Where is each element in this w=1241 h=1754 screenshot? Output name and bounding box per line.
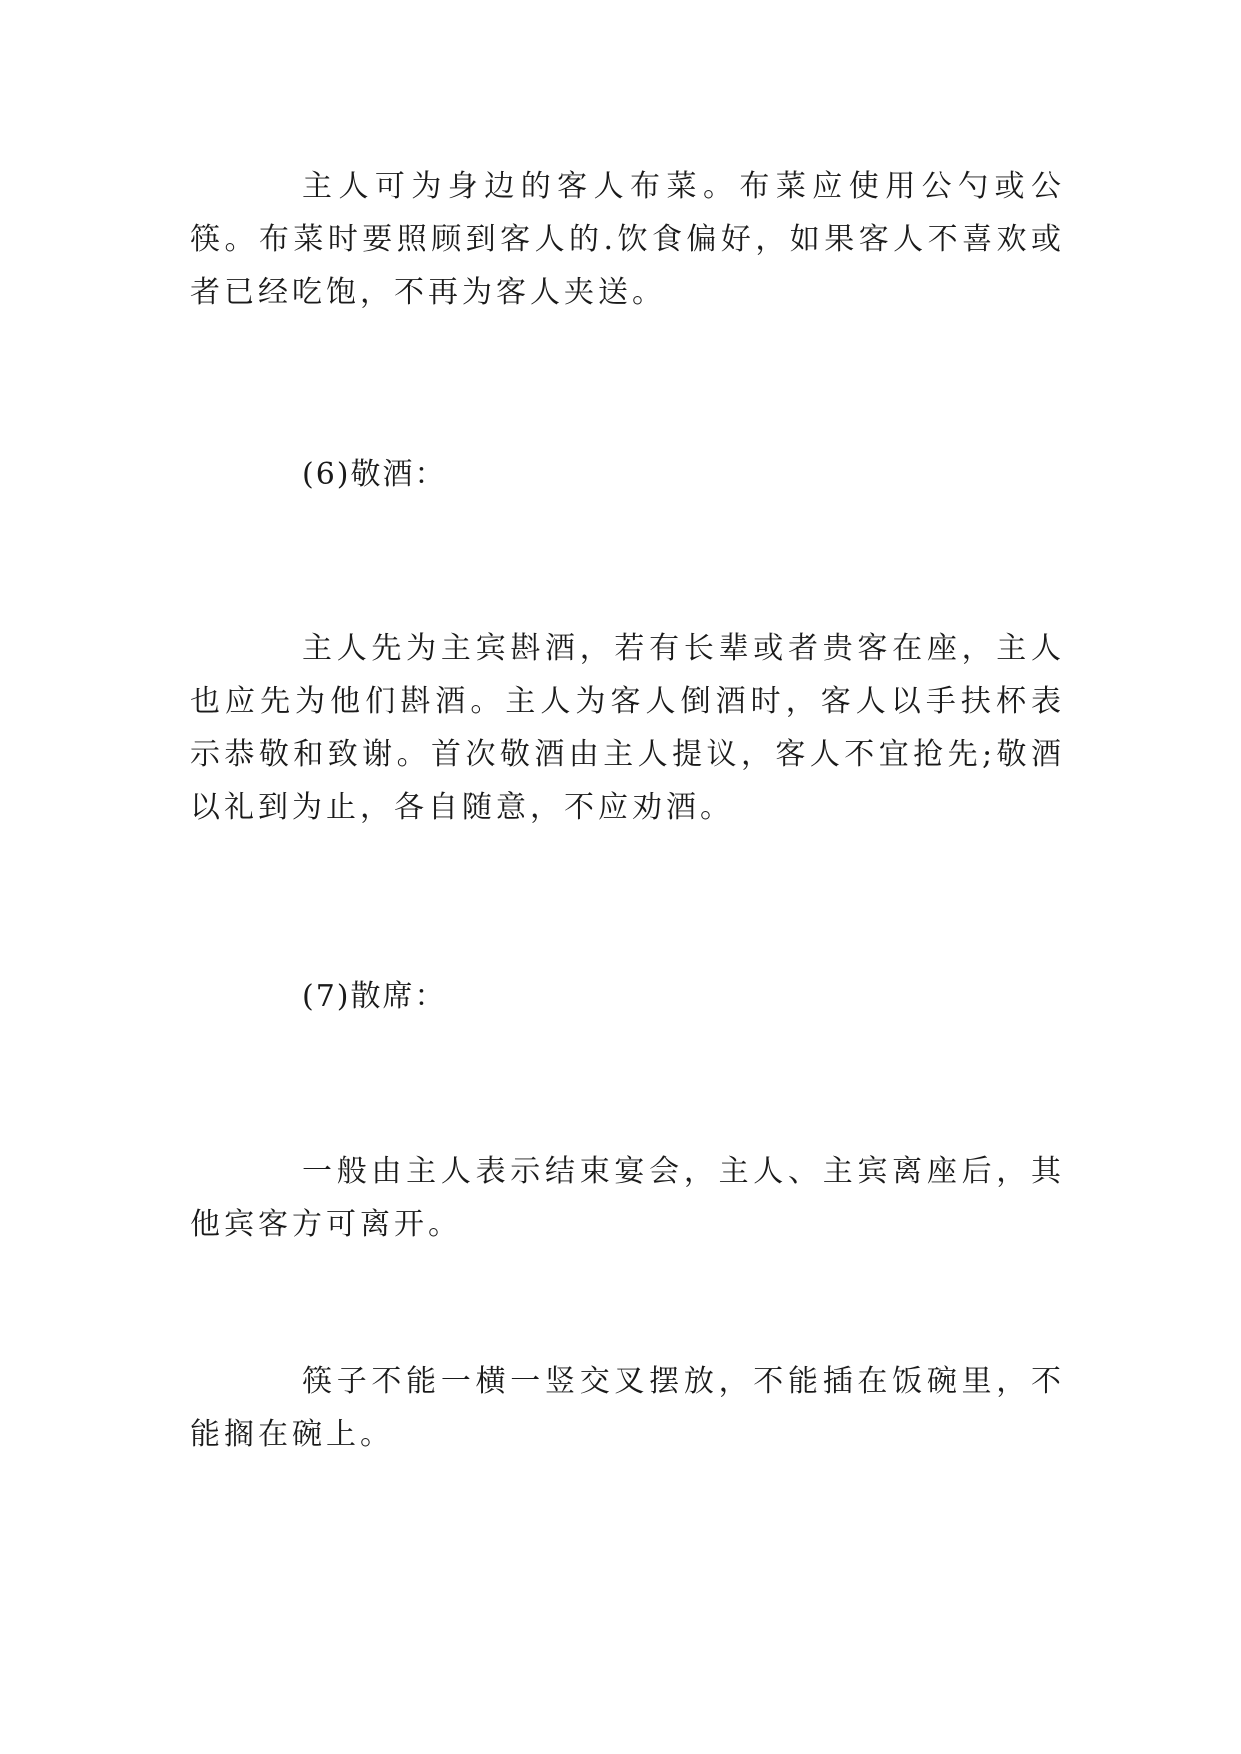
paragraph-serving-dishes: 主人可为身边的客人布菜。布菜应使用公勺或公筷。布菜时要照顾到客人的.饮食偏好，如果客人不喜欢或者已经吃饱，不再为客人夹送。 (190, 169, 1065, 310)
section-heading-toasting: (6)敬酒： (302, 457, 447, 492)
paragraph-chopsticks: 筷子不能一横一竖交叉摆放，不能插在饭碗里，不能搁在碗上。 (190, 1364, 1065, 1452)
section-heading-dismissal: (7)散席： (302, 979, 447, 1014)
paragraph-toasting: 主人先为主宾斟酒，若有长辈或者贵客在座，主人也应先为他们斟酒。主人为客人倒酒时，客人以手扶杯表示恭敬和致谢。首次敬酒由主人提议，客人不宜抢先;敬酒以礼到为止，各自随意，不应劝酒。 (190, 631, 1065, 825)
paragraph-dismissal: 一般由主人表示结束宴会，主人、主宾离座后，其他宾客方可离开。 (190, 1154, 1065, 1242)
